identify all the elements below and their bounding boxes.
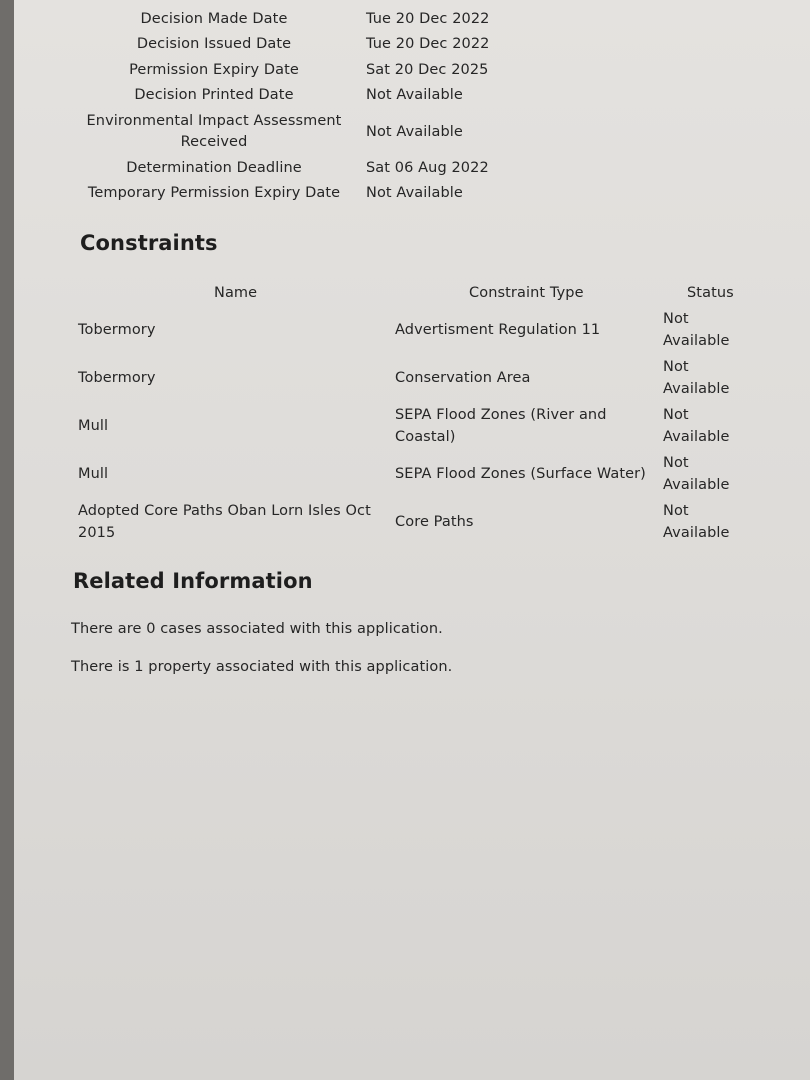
constraint-type: SEPA Flood Zones (River and Coastal) [395, 407, 607, 445]
constraint-status: Not Available [663, 503, 730, 541]
constraint-name: Mull [78, 418, 109, 434]
field-label: Decision Made Date [140, 11, 288, 27]
decision-made-row [74, 9, 554, 30]
table-row [72, 402, 772, 450]
constraint-status: Not Available [663, 407, 730, 445]
field-label: Permission Expiry Date [129, 62, 299, 78]
field-value: Tue 20 Dec 2022 [366, 36, 490, 52]
constraint-type: Advertisment Regulation 11 [395, 322, 601, 338]
constraint-type: Conservation Area [395, 370, 531, 386]
constraint-status: Not Available [663, 359, 730, 397]
field-value: Not Available [366, 123, 463, 140]
temporary-expiry-row [74, 183, 554, 204]
table-row [72, 450, 772, 498]
constraint-type: SEPA Flood Zones (Surface Water) [395, 466, 646, 482]
constraint-name: Tobermory [78, 322, 156, 338]
decision-printed-row [74, 85, 554, 106]
related-information-heading: Related Information [73, 569, 313, 593]
field-value: Not Available [366, 185, 463, 201]
field-label: Decision Issued Date [136, 36, 292, 52]
field-value: Not Available [366, 87, 463, 103]
eia-received-row [74, 111, 554, 153]
column-header-type: Constraint Type [469, 285, 584, 301]
column-header-status: Status [687, 285, 734, 301]
permission-expiry-row [74, 60, 554, 81]
constraint-name: Mull [78, 466, 109, 482]
constraint-status: Not Available [663, 455, 730, 493]
document-page [14, 0, 810, 1080]
constraint-status: Not Available [663, 311, 730, 349]
field-label: Environmental Impact Assessment Received [86, 113, 342, 150]
table-row [72, 498, 772, 546]
constraint-name: Tobermory [78, 370, 156, 386]
determination-deadline-row [74, 158, 554, 179]
field-label: Temporary Permission Expiry Date [87, 185, 341, 201]
table-row [72, 306, 772, 354]
decision-issued-row [74, 34, 554, 55]
constraint-type: Core Paths [395, 514, 474, 530]
constraint-name: Adopted Core Paths Oban Lorn Isles Oct 2015 [78, 503, 371, 541]
field-label: Decision Printed Date [134, 87, 294, 103]
field-value: Sat 20 Dec 2025 [366, 62, 489, 78]
table-row [72, 354, 772, 402]
cases-text: There are 0 cases associated with this application. [71, 621, 443, 637]
column-header-name: Name [214, 285, 258, 301]
property-text: There is 1 property associated with this application. [71, 659, 453, 675]
field-value: Tue 20 Dec 2022 [366, 11, 490, 27]
field-label: Determination Deadline [126, 160, 302, 176]
constraints-heading: Constraints [80, 231, 218, 255]
field-value: Sat 06 Aug 2022 [366, 160, 489, 176]
